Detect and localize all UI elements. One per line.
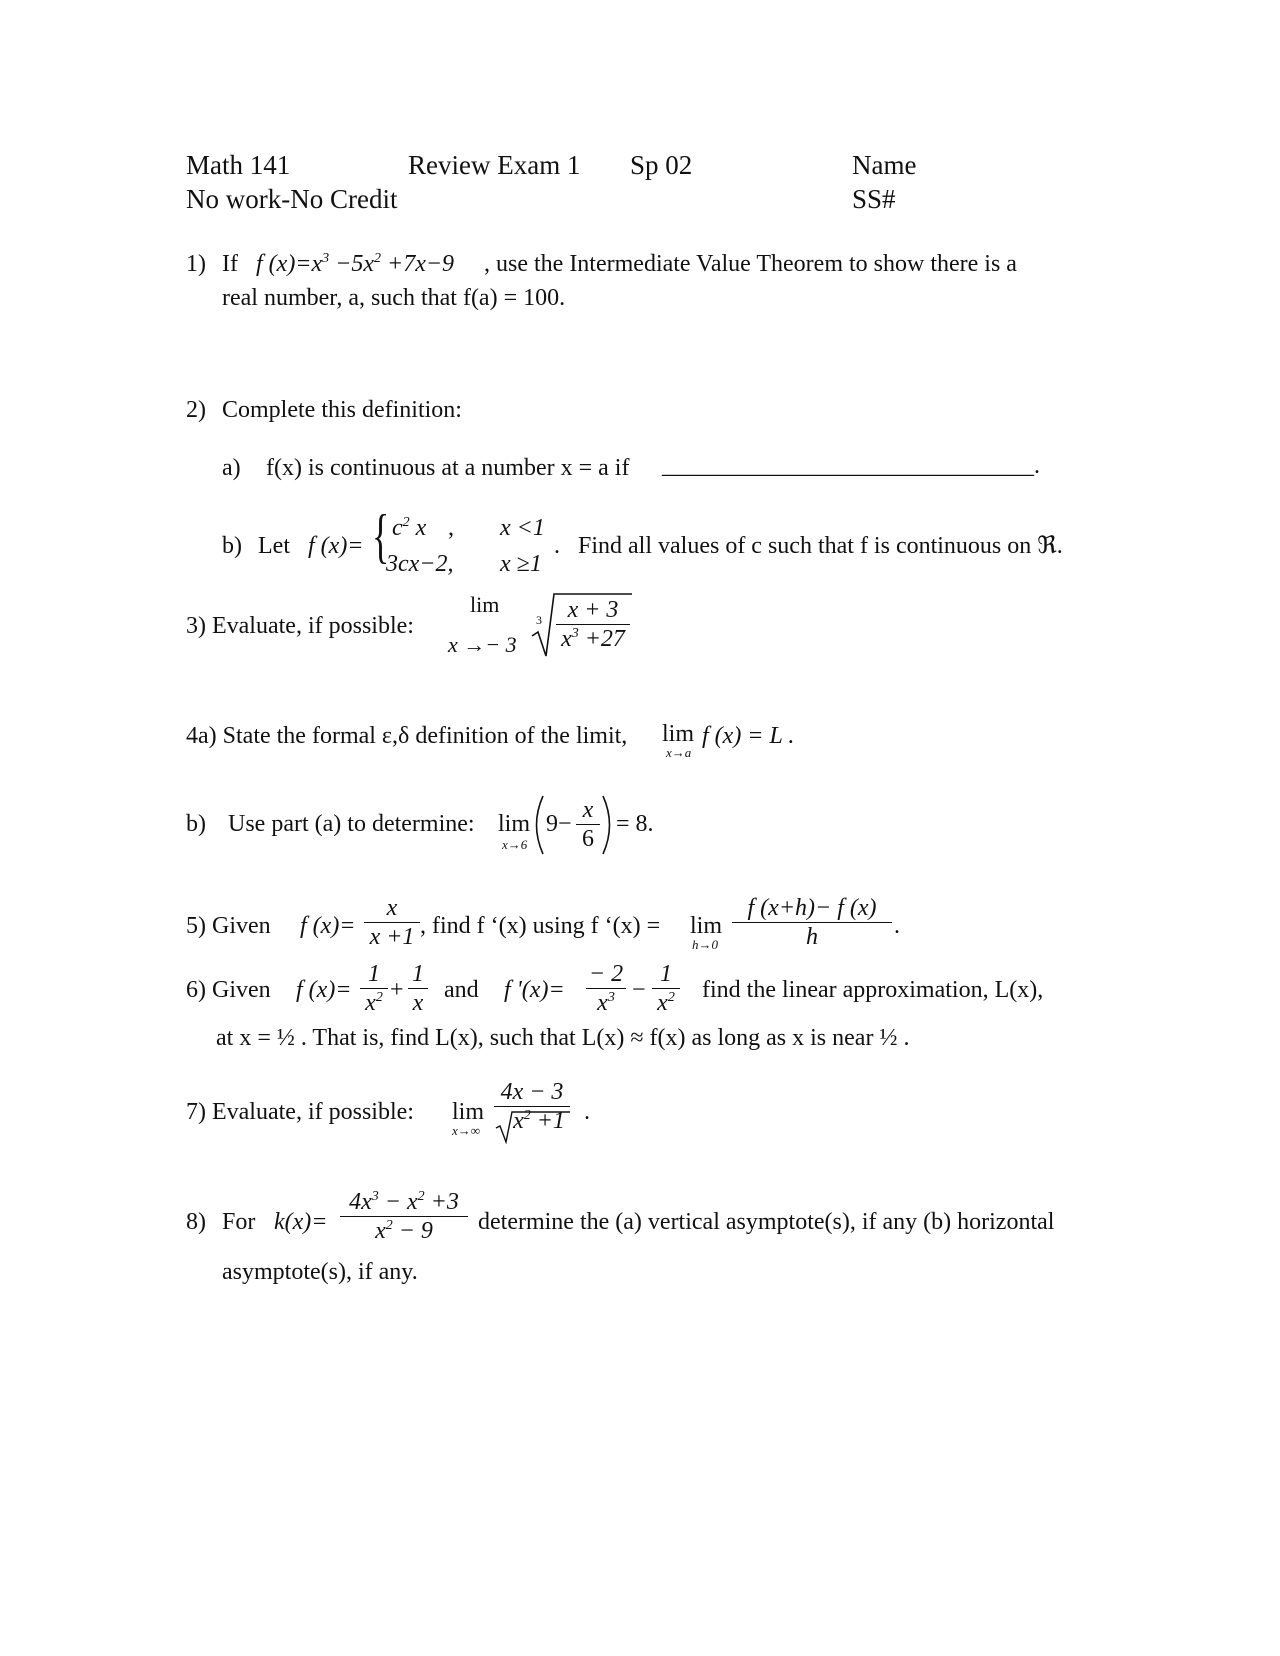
q1-text: , use the Intermediate Value Theorem to show there is a [484, 251, 1017, 277]
q3-root-index: 3 [536, 613, 542, 627]
q7-period: . [584, 1099, 590, 1125]
exam-term: Sp 02 [630, 150, 693, 180]
q5-difference-quotient: f (x+h)− f (x) h [732, 896, 892, 949]
q5-text: , find f ‘(x) using f ‘(x) = [420, 913, 661, 939]
q8-number: 8) [186, 1209, 206, 1235]
q8-function: k(x)= [274, 1209, 328, 1235]
q7-fraction: 4x − 3 $x^2 +1$ [494, 1080, 570, 1133]
q7-lim: lim [452, 1099, 485, 1125]
q3-label: 3) Evaluate, if possible: [186, 613, 414, 639]
q1-function: f $(x)=x^3 -5x^2 +7x-9$ [256, 251, 455, 277]
q2b-function: f (x)= [308, 533, 364, 559]
q2a-text: f(x) is continuous at a number x = a if [266, 455, 630, 481]
q2-number: 2) [186, 397, 206, 423]
q8-for: For [222, 1209, 256, 1235]
q3-lim: lim [470, 592, 500, 617]
case-2-expression: 3cx−2, [386, 551, 454, 577]
q5-lim: lim [690, 913, 723, 939]
q6-number: 6) Given [186, 977, 271, 1003]
q6-minus: − [632, 977, 646, 1003]
case-1-comma: , [448, 515, 454, 541]
q4a-lim: lim [662, 721, 695, 747]
q6-plus: + [390, 977, 404, 1003]
q4b-fraction: x 6 [576, 798, 600, 851]
q5-lim-subscript: h→0 [692, 937, 718, 952]
left-paren-icon [528, 794, 546, 856]
course-title: Math 141 [186, 150, 291, 180]
q5-number: 5) Given [186, 913, 271, 939]
q2b-period: . [554, 533, 560, 559]
q1-text-continued: real number, a, such that f(a) = 100. [222, 285, 566, 311]
brace-icon: { [372, 503, 390, 569]
q4b-lim-subscript: x→6 [502, 837, 528, 852]
q3-lim-subscript: x →− 3 [448, 632, 517, 657]
q4b-lim: lim [498, 811, 531, 837]
q8-fraction: $4x^3 - x^2 +3$ $x^2 - 9$ [340, 1190, 468, 1243]
q4b-label: b) [186, 811, 206, 837]
q2a-blank: _______________________________. [662, 453, 1040, 479]
case-1-condition: x <1 [500, 515, 545, 541]
q3-fraction: x + 3 $x^3 +27$ [556, 598, 630, 651]
q1-if: If [222, 251, 238, 277]
q4b-text: Use part (a) to determine: [228, 811, 475, 837]
radical-icon [494, 1110, 572, 1144]
q5-fraction: x x +1 [364, 896, 420, 949]
exam-title: Review Exam 1 [408, 150, 581, 180]
q6-function: f (x)= [296, 977, 352, 1003]
q4b-nine: 9− [546, 811, 572, 837]
q2b-let: Let [258, 533, 290, 559]
q6-text: find the linear approximation, L(x), [702, 977, 1044, 1003]
q6-derivative: f '(x)= [504, 977, 565, 1003]
q4b-result: = 8. [616, 811, 654, 837]
q6-and: and [444, 977, 479, 1003]
q6-term-2: 1 x [408, 962, 428, 1015]
q4a-text: 4a) State the formal ε,δ definition of the limit, [186, 723, 628, 749]
ss-label: SS# [852, 184, 896, 214]
name-label: Name [852, 150, 917, 180]
q5-period: . [894, 913, 900, 939]
case-1-expression: $c^2$ x [392, 515, 427, 541]
q7-label: 7) Evaluate, if possible: [186, 1099, 414, 1125]
q2b-label: b) [222, 533, 242, 559]
q7-lim-subscript: x→∞ [452, 1123, 481, 1138]
q6-deriv-term-1: − 2 $x^3$ [586, 962, 626, 1015]
credit-note: No work-No Credit [186, 184, 398, 214]
q5-function: f (x)= [300, 913, 356, 939]
q6-text-continued: at x = ½ . That is, find L(x), such that L(x) ≈ f(x) as long as x is near ½ . [216, 1025, 910, 1051]
q8-text-continued: asymptote(s), if any. [222, 1259, 418, 1285]
q8-text: determine the (a) vertical asymptote(s), if any (b) horizontal [478, 1209, 1055, 1235]
q2a-label: a) [222, 455, 241, 481]
q4a-expression: f (x) = L . [702, 723, 795, 749]
q2-text: Complete this definition: [222, 397, 462, 423]
q6-term-1: 1 $x^2$ [360, 962, 388, 1015]
q1-number: 1) [186, 251, 206, 277]
q2b-text: Find all values of c such that f is continuous on ℜ. [578, 533, 1063, 559]
case-2-condition: x ≥1 [500, 551, 542, 577]
q6-deriv-term-2: 1 $x^2$ [652, 962, 680, 1015]
q4a-lim-subscript: x→a [666, 745, 692, 760]
